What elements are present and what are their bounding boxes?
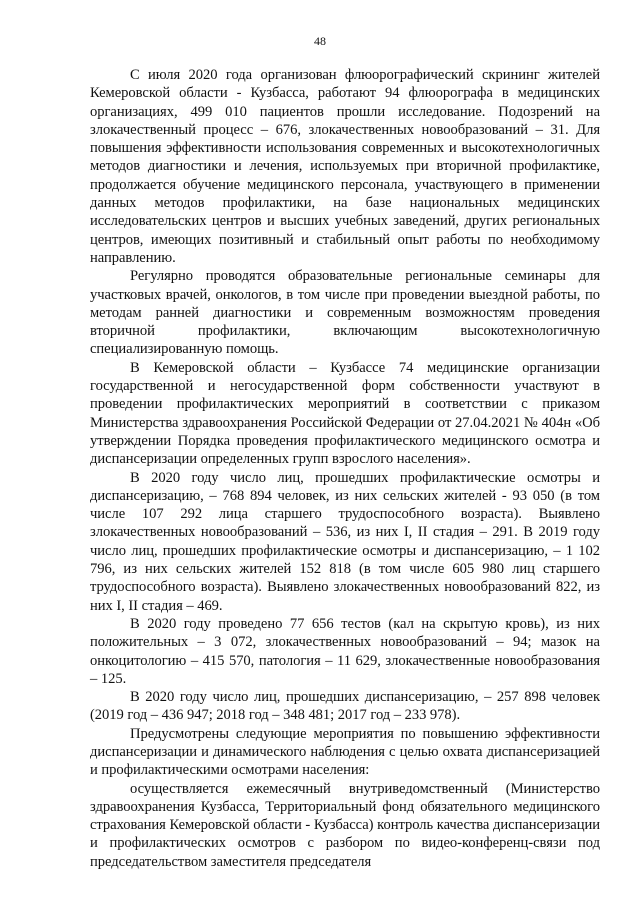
document-body	[90, 66, 600, 871]
paragraph-medical-organizations: В Кемеровской области – Кузбассе 74 медицинские организации государственной и негосударственной форм собственности участвуют в проведении профилактических мероприятий в соответствии с приказом Министерства здравоохранения Российской Федерации от 27.04.2021 № 404н «Об утверждении Порядка проведения профилактического медицинского осмотра и диспансеризации определенных групп взрослого населения».	[90, 359, 600, 468]
page-number: 48	[314, 34, 326, 48]
paragraph-fluorography-screening: С июля 2020 года организован флюорографический скрининг жителей Кемеровской области - Кузбасса, работают 94 флюорографа в медицинских организациях, 499 010 пациентов прошли исследование. Подозрений на злокачественный процесс – 676, злокачественных новообразований – 31. Для повышения эффективности использования современных и высокотехнологичных методов диагностики и лечения, используемых при вторичной профилактике, продолжается обучение медицинского персонала, участвующего в применении данных методов профилактики, на базе национальных медицинских исследовательских центров и высших учебных заведений, других региональных центров, имеющих позитивный и стабильный опыт работы по необходимому направлению.	[90, 67, 600, 266]
paragraph-planned-measures: Предусмотрены следующие мероприятия по повышению эффективности диспансеризации и динамического наблюдения с целью охвата диспансеризацией и профилактическими осмотрами населения:	[90, 725, 600, 779]
paragraph-monthly-control: осуществляется ежемесячный внутриведомственный (Министерство здравоохранения Кузбасса, Территориальный фонд обязательного медицинского страхования Кемеровской области - Кузбасса) контроль качества диспансеризации и профилактических осмотров с разбором по видео-конференц-связи под председательством заместителя председателя	[90, 780, 600, 870]
paragraph-preventive-exams-statistics: В 2020 году число лиц, прошедших профилактические осмотры и диспансеризацию, – 768 894 человек, из них сельских жителей - 93 050 (в том числе 107 292 лица старшего трудоспособного возраста). Выявлено злокачественных новообразований – 536, из них I, II стадия – 291. В 2019 году число лиц, прошедших профилактические осмотры и диспансеризацию, – 1 102 796, из них сельских жителей 152 818 (в том числе 605 980 лиц старшего трудоспособного возраста). Выявлено злокачественных новообразований 822, из них I, II стадия – 469.	[90, 469, 600, 614]
paragraph-dispensarization-count: В 2020 году число лиц, прошедших диспансеризацию, – 257 898 человек (2019 год – 436 947; 2018 год – 348 481; 2017 год – 233 978).	[90, 689, 600, 724]
paragraph-regional-seminars: Регулярно проводятся образовательные региональные семинары для участковых врачей, онкологов, в том числе при проведении выездной работы, по методам ранней диагностики и современным возможностям проведения вторичной профилактики, включающим высокотехнологичную специализированную помощь.	[90, 268, 600, 358]
paragraph-tests-statistics: В 2020 году проведено 77 656 тестов (кал на скрытую кровь), из них положительных – 3 072, злокачественных новообразований – 94; мазок на онкоцитологию – 415 570, патология – 11 629, злокачественные новообразования – 125.	[90, 615, 600, 687]
